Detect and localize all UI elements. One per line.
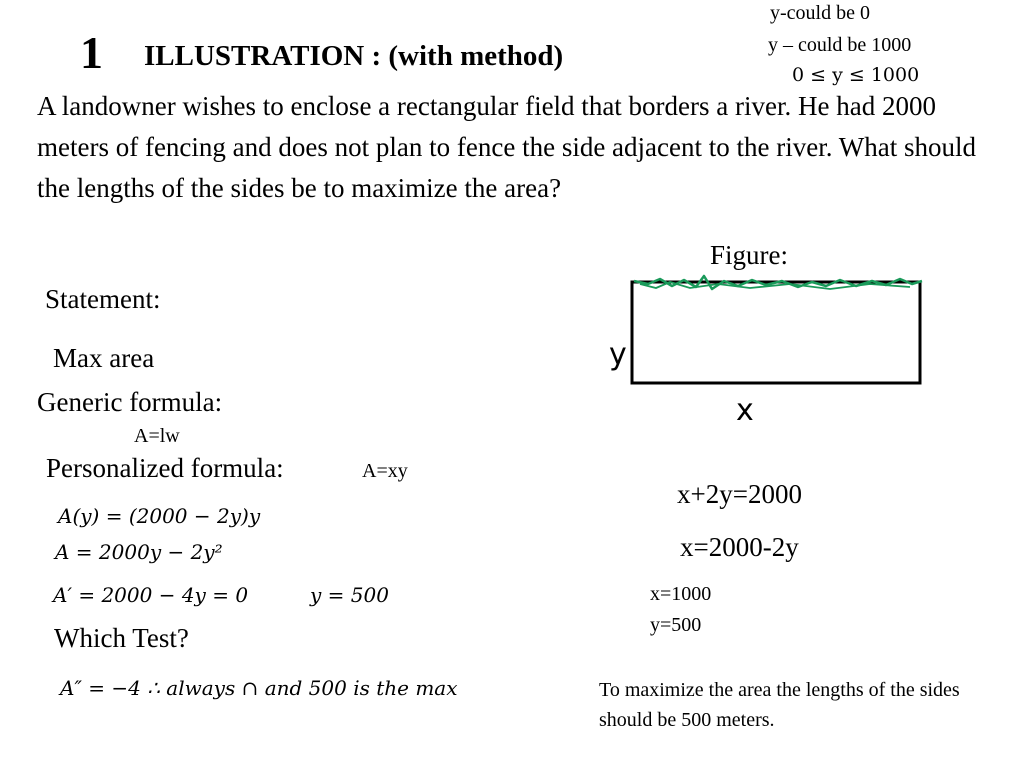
figure-label: Figure: <box>710 240 788 270</box>
constraint-equation: x+2y=2000 <box>677 479 802 509</box>
solution-x: x=1000 <box>650 583 712 605</box>
solution-y: y=500 <box>650 614 702 636</box>
slide-title: ILLUSTRATION : (with method) <box>144 40 564 72</box>
side-y-label: y <box>609 337 627 372</box>
note-y-min: y-could be 0 <box>770 2 870 24</box>
conclusion-text: To maximize the area the lengths of the sides should be 500 meters. <box>599 679 960 731</box>
river-scribble <box>634 276 922 289</box>
generic-formula: A=lw <box>134 425 180 447</box>
which-test-label: Which Test? <box>54 623 189 653</box>
problem-statement: A landowner wishes to enclose a rectangular field that borders a river. He had 2000 meters of fencing and does not plan to fence the side adjacent to the river. What should the lengths of the sides be to maximize the area? <box>37 91 976 203</box>
field-diagram <box>600 262 940 432</box>
generic-formula-label: Generic formula: <box>37 387 223 417</box>
step-derivative: A′ = 2000 − 4y = 0 <box>53 583 249 607</box>
personalized-formula: A=xy <box>362 460 408 482</box>
second-derivative-test: A″ = −4 ∴ always ∩ and 500 is the max <box>60 676 458 700</box>
step-area-function: A(y) = (2000 − 2y)y <box>58 504 261 528</box>
note-y-range: 0 ≤ y ≤ 1000 <box>792 64 920 86</box>
statement-label: Statement: <box>45 284 161 314</box>
constraint-solved: x=2000-2y <box>680 532 799 562</box>
note-y-max: y – could be 1000 <box>768 34 912 56</box>
field-rectangle <box>632 282 920 383</box>
statement-value: Max area <box>53 343 155 373</box>
step-expanded: A = 2000y − 2y² <box>55 540 223 564</box>
step-critical-point: y = 500 <box>310 583 389 607</box>
slide-number: 1 <box>80 27 103 78</box>
side-x-label: x <box>736 393 754 428</box>
personalized-formula-label: Personalized formula: <box>46 453 284 483</box>
